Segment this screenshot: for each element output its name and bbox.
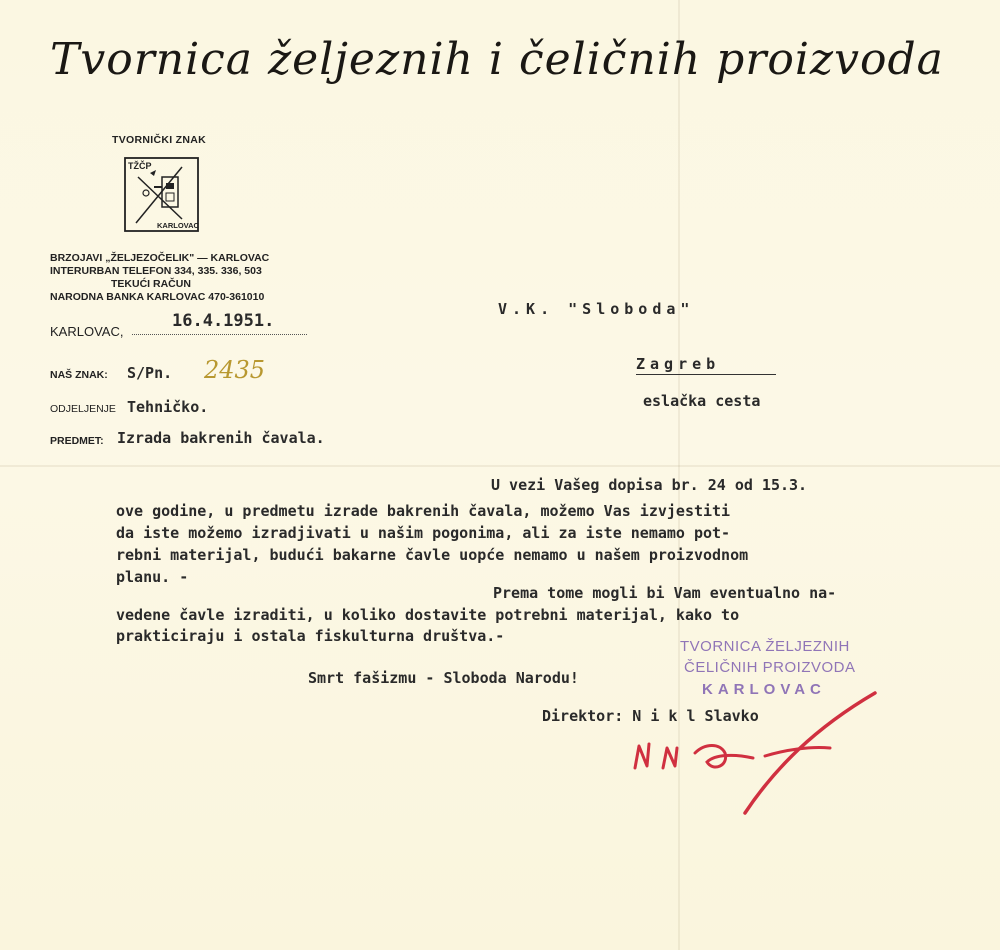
logo-bottom-text: KARLOVAC — [157, 221, 199, 230]
body-line-3: da iste možemo izradjivati u našim pogonima, ali za iste nemamo pot- — [116, 524, 731, 542]
letter-date: 16.4.1951. — [172, 311, 275, 331]
stamp-line-1: TVORNICA ŽELJEZNIH — [680, 638, 850, 655]
subject-value: Izrada bakrenih čavala. — [117, 429, 325, 447]
subject-label: PREDMET: — [50, 435, 104, 447]
trademark-label: TVORNIČKI ZNAK — [112, 134, 207, 146]
body-line-8: prakticiraju i ostala fiskulturna društva.- — [116, 627, 505, 645]
department-label: ODJELJENJE — [50, 403, 116, 415]
city-label: KARLOVAC, — [50, 324, 124, 339]
stamp-line-3: KARLOVAC — [702, 681, 826, 698]
department-value: Tehničko. — [127, 398, 209, 416]
paper-fold-horizontal — [0, 465, 1000, 467]
our-ref-label: NAŠ ZNAK: — [50, 369, 108, 381]
contact-telephone: INTERURBAN TELEFON 334, 335. 336, 503 — [50, 265, 262, 277]
contact-telegram: BRZOJAVI „ŽELJEZOČELIK" — KARLOVAC — [50, 252, 270, 264]
logo-top-text: TŽČP — [128, 161, 152, 171]
body-line-5: planu. - — [116, 568, 189, 586]
recipient-city: Zagreb — [636, 355, 721, 373]
contact-bank: NARODNA BANKA KARLOVAC 470-361010 — [50, 291, 265, 303]
factory-logo-icon — [124, 157, 199, 232]
body-line-2: ove godine, u predmetu izrade bakrenih čavala, možemo Vas izvjestiti — [116, 502, 731, 520]
body-line-6: Prema tome mogli bi Vam eventualno na- — [493, 584, 837, 602]
our-ref-handwritten: 2435 — [204, 356, 266, 384]
closing-salutation: Smrt fašizmu - Sloboda Narodu! — [308, 669, 579, 687]
body-line-1: U vezi Vašeg dopisa br. 24 od 15.3. — [491, 476, 808, 494]
recipient-city-underline — [636, 374, 776, 375]
recipient-name: V.K. "Sloboda" — [498, 300, 695, 318]
contact-account-label: TEKUĆI RAČUN — [111, 278, 191, 290]
body-line-4: rebni materijal, budući bakarne čavle uopće nemamo u našem proizvodnom — [116, 546, 749, 564]
letterhead-company-name: Tvornica željeznih i čeličnih proizvoda — [50, 34, 944, 85]
signatory: Direktor: N i k l Slavko — [542, 707, 759, 725]
recipient-street: eslačka cesta — [643, 392, 761, 410]
date-underline — [132, 334, 307, 335]
our-ref-typed: S/Pn. — [127, 364, 173, 382]
stamp-line-2: ČELIČNIH PROIZVODA — [684, 659, 856, 676]
handwritten-signature-icon — [625, 688, 895, 818]
body-line-7: vedene čavle izraditi, u koliko dostavite potrebni materijal, kako to — [116, 606, 740, 624]
